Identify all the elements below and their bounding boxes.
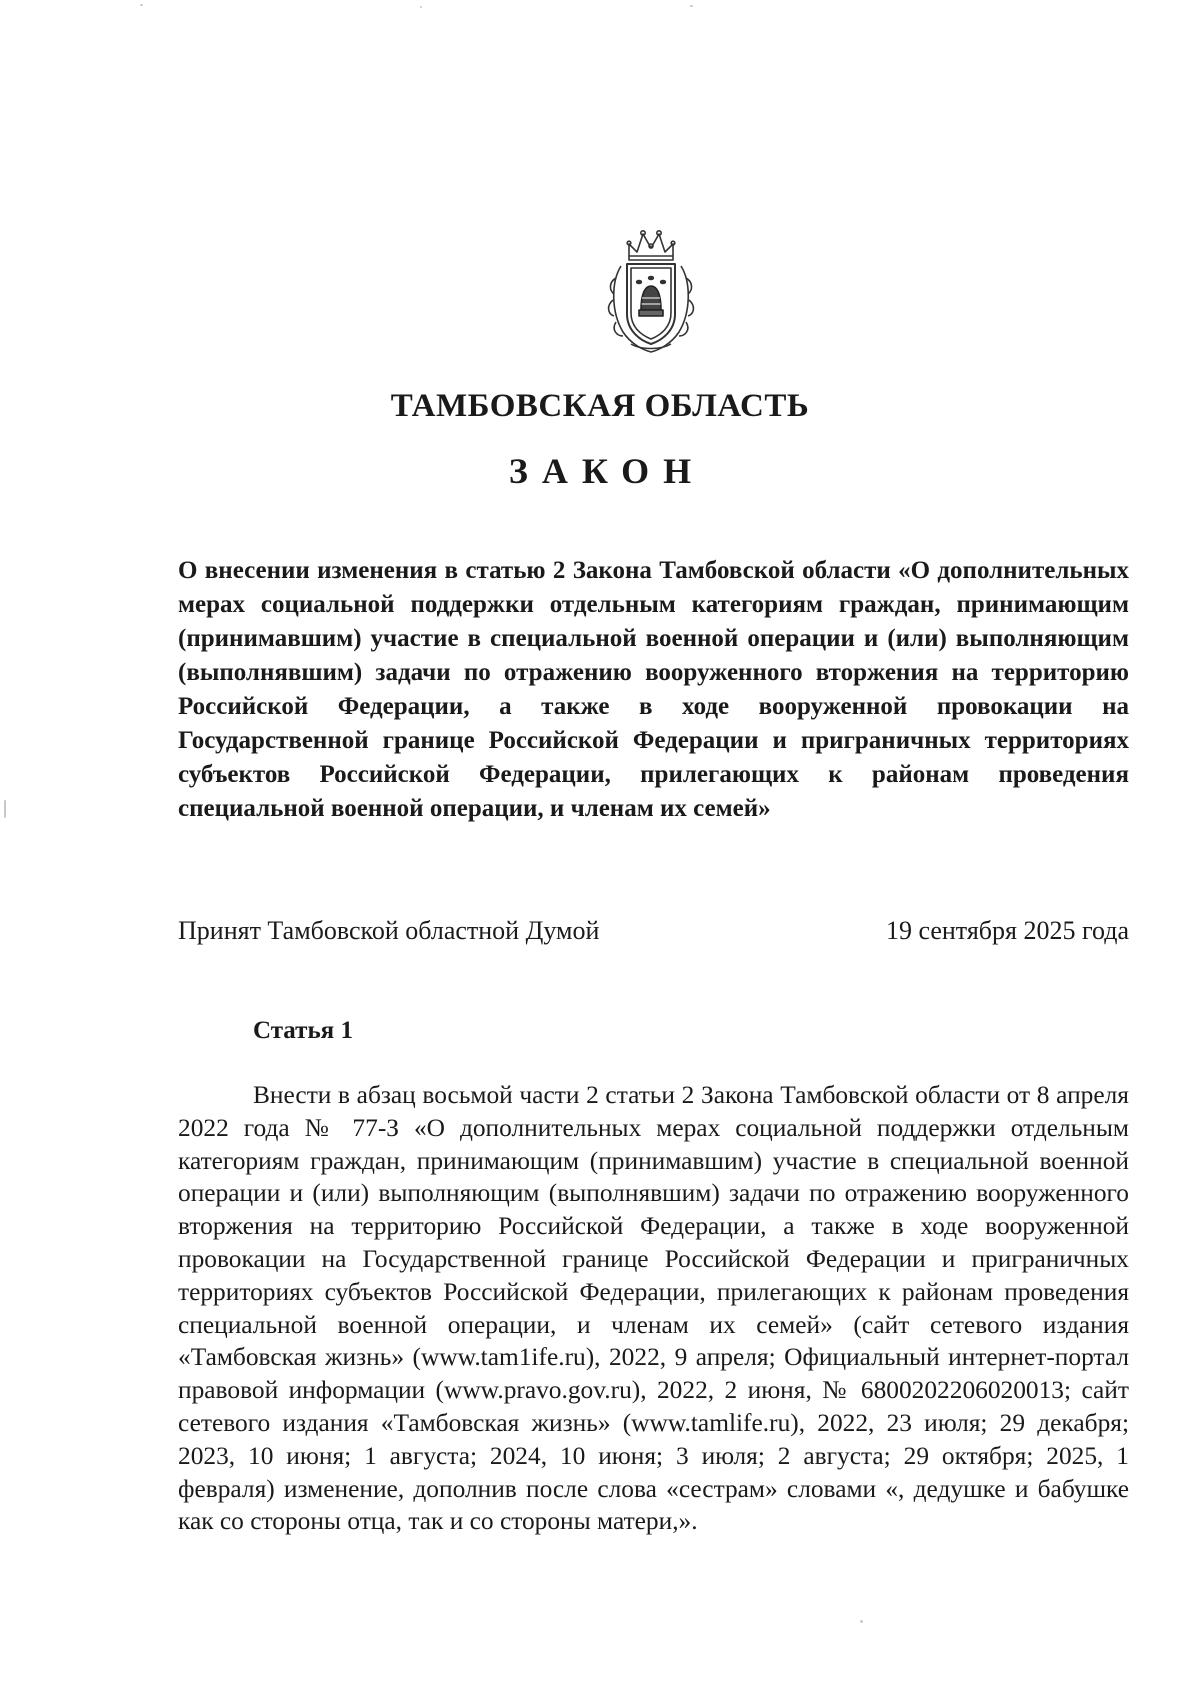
adoption-date: 19 сентября 2025 года [885, 916, 1129, 945]
coat-of-arms-icon [601, 222, 701, 356]
law-title: О внесении изменения в статью 2 Закона Тамбовской области «О дополнительных мерах социальной поддержки отдельным категориям граждан, принимающим (принимавшим) участие в специальной военной операции и (или) выполняющим (выполнявшим) задачи по отражению вооруженного вторжения на территорию Российской Федерации, а также в ходе вооруженной провокации на Государственной границе Российской Федерации и приграничных территориях субъектов Российской Федерации, прилегающих к районам проведения специальной военной операции, и членам их семей» [178, 557, 1129, 822]
scan-speck [420, 6, 422, 8]
adoption-line [178, 916, 1129, 946]
scan-speck [690, 5, 693, 7]
scan-speck [140, 4, 143, 6]
document-type-heading: ЗАКОН [508, 451, 706, 491]
region-heading: ТАМБОВСКАЯ ОБЛАСТЬ [390, 388, 810, 424]
scan-speck [860, 1620, 863, 1623]
article-body: Внести в абзац восьмой части 2 статьи 2 Закона Тамбовской области от 8 апреля 2022 года № 77-З «О дополнительных мерах социальной поддержки отдельным категориям граждан, принимающим (принимавшим) участие в специальной военной операции и (или) выполняющим (выполнявшим) задачи по отражению вооруженного вторжения на территорию Российской Федерации, а также в ходе вооруженной провокации на Государственной границе Российской Федерации и приграничных территориях субъектов Российской Федерации, прилегающих к районам проведения специальной военной операции, и членам их семей» (сайт сетевого издания «Тамбовская жизнь» (www.tam1ife.ru), 2022, 9 апреля; Официальный интернет-портал правовой информации (www.pravo.gov.ru), 2022, 2 июня, № 6800202206020013; сайт сетевого издания «Тамбовская жизнь» (www.tamlife.ru), 2022, 23 июля; 29 декабря; 2023, 10 июня; 1 августа; 2024, 10 июня; 3 июля; 2 августа; 29 октября; 2025, 1 февраля) изменение, дополнив после слова «сестрам» словами «, дедушке и бабушке как со стороны отца, так и со стороны матери,». [178, 1081, 1129, 1536]
article-heading: Статья 1 [253, 1017, 353, 1044]
scan-speck [4, 800, 6, 818]
adopted-by: Принят Тамбовской областной Думой [178, 916, 600, 945]
